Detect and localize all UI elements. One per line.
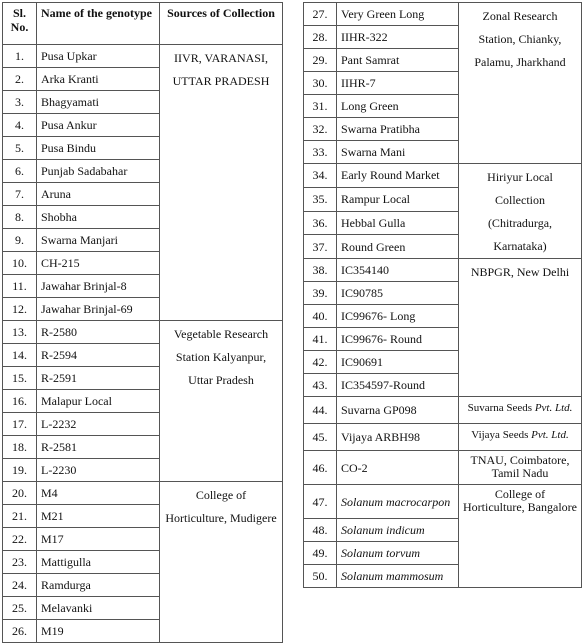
genotype-name: Bhagyamati: [37, 91, 160, 114]
serial-number: 40.: [304, 305, 337, 328]
serial-number: 11.: [3, 275, 37, 298]
collection-source: [459, 397, 582, 424]
genotype-name: Jawahar Brinjal-8: [37, 275, 160, 298]
serial-number: 23.: [3, 551, 37, 574]
genotype-name: Aruna: [37, 183, 160, 206]
serial-number: 31.: [304, 95, 337, 118]
table-row: [304, 451, 582, 485]
genotype-name: IIHR-7: [337, 72, 459, 95]
genotype-name: IC99676- Long: [337, 305, 459, 328]
table-row: [304, 485, 582, 519]
serial-number: 46.: [304, 451, 337, 485]
species-name: Solanum macrocarpon: [341, 494, 451, 509]
collection-source: Zonal Research Station, Chianky, Palamu, Jharkhand: [459, 3, 582, 164]
genotype-name: [337, 565, 459, 588]
serial-number: 37.: [304, 235, 337, 259]
serial-number: 1.: [3, 45, 37, 68]
genotype-name: Malapur Local: [37, 390, 160, 413]
serial-number: 7.: [3, 183, 37, 206]
genotype-name: Very Green Long: [337, 3, 459, 26]
genotype-name: R-2594: [37, 344, 160, 367]
serial-number: 45.: [304, 424, 337, 451]
table-row: [304, 3, 582, 26]
genotype-name: Mattigulla: [37, 551, 160, 574]
serial-number: 17.: [3, 413, 37, 436]
company-suffix: Pvt. Ltd.: [531, 429, 569, 441]
serial-number: 10.: [3, 252, 37, 275]
header-row: [3, 3, 283, 45]
genotype-name: Pusa Bindu: [37, 137, 160, 160]
collection-source: Vegetable Research Station Kalyanpur, Uttar Pradesh: [160, 321, 283, 482]
serial-number: 29.: [304, 49, 337, 72]
serial-number: 33.: [304, 141, 337, 164]
genotype-name: Hebbal Gulla: [337, 211, 459, 235]
serial-number: 34.: [304, 164, 337, 188]
genotype-name: M17: [37, 528, 160, 551]
genotype-name: [337, 542, 459, 565]
serial-number: 19.: [3, 459, 37, 482]
serial-number: 25.: [3, 597, 37, 620]
genotype-name: Pusa Ankur: [37, 114, 160, 137]
serial-number: 36.: [304, 211, 337, 235]
serial-number: 28.: [304, 26, 337, 49]
serial-number: 32.: [304, 118, 337, 141]
serial-number: 35.: [304, 187, 337, 211]
species-name: Solanum indicum: [341, 523, 425, 537]
serial-number: 30.: [304, 72, 337, 95]
serial-number: 42.: [304, 351, 337, 374]
genotype-name: M4: [37, 482, 160, 505]
serial-number: 24.: [3, 574, 37, 597]
genotype-name: L-2230: [37, 459, 160, 482]
genotype-name: M21: [37, 505, 160, 528]
serial-number: 48.: [304, 519, 337, 542]
genotype-name: L-2232: [37, 413, 160, 436]
serial-number: 12.: [3, 298, 37, 321]
genotype-name: Swarna Mani: [337, 141, 459, 164]
genotype-name: Round Green: [337, 235, 459, 259]
serial-number: 21.: [3, 505, 37, 528]
table-row: [3, 321, 283, 344]
genotype-name: IC90785: [337, 282, 459, 305]
serial-number: 39.: [304, 282, 337, 305]
collection-source: Hiriyur Local Collection (Chitradurga, Karnataka): [459, 164, 582, 259]
genotype-name: Pant Samrat: [337, 49, 459, 72]
serial-number: 8.: [3, 206, 37, 229]
header-genotype: Name of the genotype: [37, 3, 160, 45]
genotype-name: IC354140: [337, 259, 459, 282]
genotype-name: Long Green: [337, 95, 459, 118]
serial-number: 18.: [3, 436, 37, 459]
collection-source: College of Horticulture, Mudigere: [160, 482, 283, 643]
species-name: Solanum torvum: [341, 546, 420, 560]
genotype-name: [337, 519, 459, 542]
table-row: [304, 164, 582, 188]
collection-source: IIVR, VARANASI, UTTAR PRADESH: [160, 45, 283, 321]
serial-number: 9.: [3, 229, 37, 252]
genotype-name: R-2580: [37, 321, 160, 344]
header-source: Sources of Collection: [160, 3, 283, 45]
serial-number: 13.: [3, 321, 37, 344]
genotype-table-left: [2, 2, 283, 643]
genotype-name: Ramdurga: [37, 574, 160, 597]
genotype-name: Vijaya ARBH98: [337, 424, 459, 451]
genotype-name: Swarna Manjari: [37, 229, 160, 252]
table-row: [304, 259, 582, 282]
genotype-name: Punjab Sadabahar: [37, 160, 160, 183]
serial-number: 3.: [3, 91, 37, 114]
genotype-name: IC90691: [337, 351, 459, 374]
header-sl-no: Sl. No.: [3, 3, 37, 45]
genotype-name: Shobha: [37, 206, 160, 229]
genotype-name: Jawahar Brinjal-69: [37, 298, 160, 321]
collection-source: [459, 424, 582, 451]
genotype-name: [337, 485, 459, 519]
serial-number: 26.: [3, 620, 37, 643]
genotype-name: Early Round Market: [337, 164, 459, 188]
genotype-name: IC99676- Round: [337, 328, 459, 351]
serial-number: 50.: [304, 565, 337, 588]
genotype-name: IIHR-322: [337, 26, 459, 49]
serial-number: 16.: [3, 390, 37, 413]
genotype-name: Arka Kranti: [37, 68, 160, 91]
company-suffix: Pvt. Ltd.: [534, 402, 573, 414]
genotype-name: Pusa Upkar: [37, 45, 160, 68]
genotype-name: IC354597-Round: [337, 374, 459, 397]
genotype-name: Melavanki: [37, 597, 160, 620]
genotype-name: Rampur Local: [337, 187, 459, 211]
serial-number: 44.: [304, 397, 337, 424]
serial-number: 4.: [3, 114, 37, 137]
table-row: [304, 397, 582, 424]
serial-number: 43.: [304, 374, 337, 397]
serial-number: 22.: [3, 528, 37, 551]
genotype-name: R-2591: [37, 367, 160, 390]
table-row: [3, 482, 283, 505]
serial-number: 5.: [3, 137, 37, 160]
serial-number: 49.: [304, 542, 337, 565]
collection-source: College of Horticulture, Bangalore: [459, 485, 582, 588]
genotype-name: M19: [37, 620, 160, 643]
company-name: Vijaya Seeds: [471, 429, 532, 441]
serial-number: 47.: [304, 485, 337, 519]
serial-number: 27.: [304, 3, 337, 26]
genotype-table-right: [303, 2, 582, 588]
genotype-name: Suvarna GP098: [337, 397, 459, 424]
serial-number: 6.: [3, 160, 37, 183]
serial-number: 2.: [3, 68, 37, 91]
serial-number: 20.: [3, 482, 37, 505]
serial-number: 15.: [3, 367, 37, 390]
company-name: Suvarna Seeds: [467, 402, 535, 414]
serial-number: 14.: [3, 344, 37, 367]
table-row: [304, 424, 582, 451]
genotype-name: CH-215: [37, 252, 160, 275]
genotype-name: R-2581: [37, 436, 160, 459]
genotype-name: Swarna Pratibha: [337, 118, 459, 141]
species-name: Solanum mammosum: [341, 569, 444, 583]
serial-number: 41.: [304, 328, 337, 351]
serial-number: 38.: [304, 259, 337, 282]
collection-source: NBPGR, New Delhi: [459, 259, 582, 397]
collection-source: TNAU, Coimbatore, Tamil Nadu: [459, 451, 582, 485]
genotype-name: CO-2: [337, 451, 459, 485]
table-row: [3, 45, 283, 68]
